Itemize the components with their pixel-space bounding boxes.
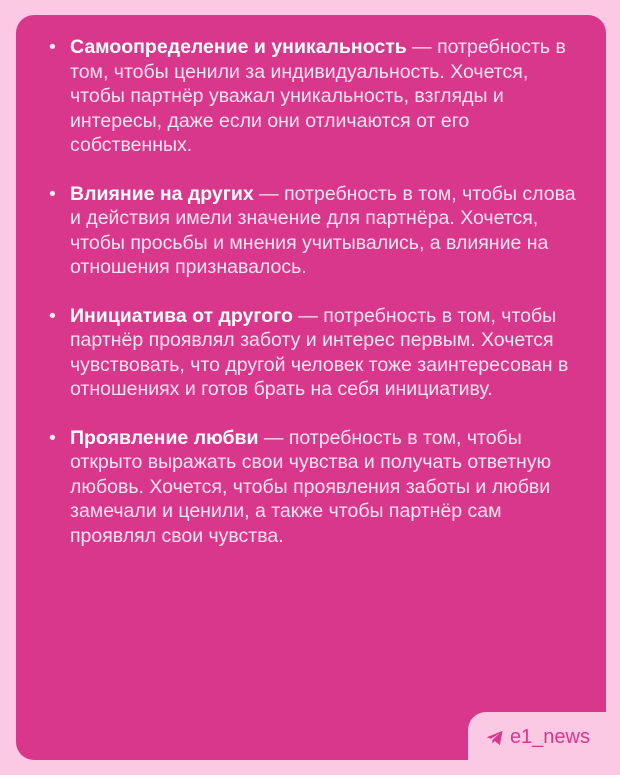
bullet-icon: •	[49, 304, 56, 327]
brand-label: e1_news	[509, 726, 590, 748]
bullet-icon: •	[49, 36, 56, 58]
item-description: — потребность в том, чтобы ценили за индивидуальность. Хочется, чтобы партнёр уважал уникальность, взгляды и интересы, даже если они отличаются от его собственных.	[70, 36, 566, 156]
needs-list	[46, 35, 582, 548]
item-description: — потребность в том, чтобы открыто выражать свои чувства и получать ответную любовь. Хочется, чтобы проявления заботы и любви замечали и ценили, а также чтобы партнёр сам проявлял свои чувства.	[70, 426, 552, 547]
bullet-icon: •	[49, 426, 56, 449]
list-item	[46, 182, 582, 280]
item-term: Влияние на других	[70, 182, 254, 205]
list-item	[46, 304, 582, 402]
list-item	[46, 426, 582, 549]
content-card	[16, 15, 606, 760]
item-description: — потребность в том, чтобы слова и действия имели значение для партнёра. Хочется, чтобы просьбы и мнения учитывались, а влияние на отношения признавалось.	[70, 182, 576, 278]
brand-link[interactable]	[486, 726, 590, 749]
item-term: Самоопределение и уникальность	[70, 36, 407, 58]
item-description: — потребность в том, чтобы партнёр проявлял заботу и интерес первым. Хочется чувствовать, что другой человек тоже заинтересован в отношениях и готов брать на себя инициативу.	[70, 304, 569, 400]
bullet-icon: •	[49, 182, 56, 205]
list-item	[46, 35, 582, 158]
item-term: Проявление любви	[70, 426, 259, 449]
item-term: Инициатива от другого	[70, 304, 293, 327]
telegram-icon	[486, 730, 504, 746]
